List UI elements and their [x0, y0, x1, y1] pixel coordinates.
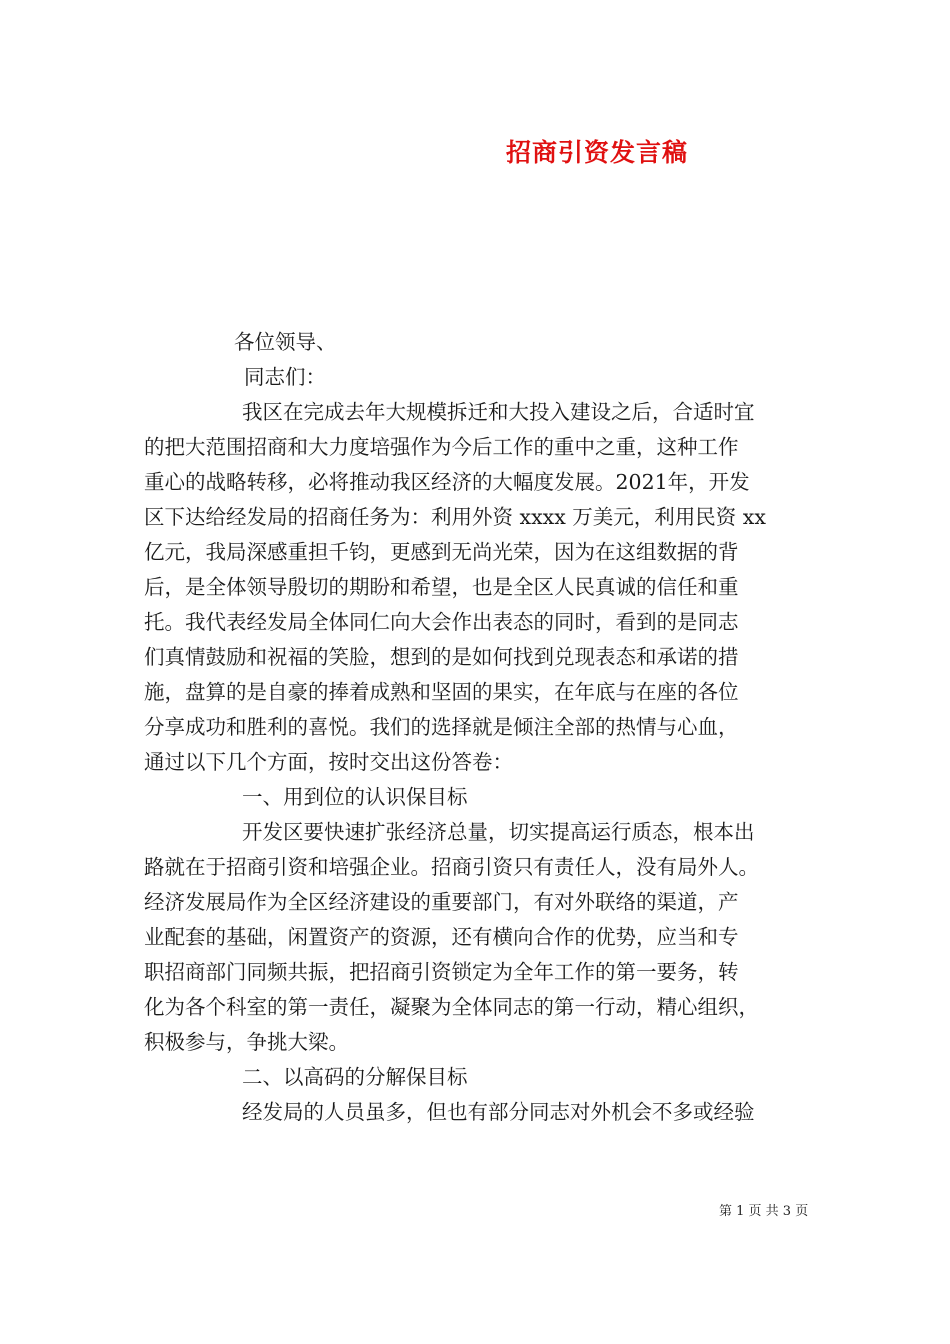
paragraph-line: 职招商部门同频共振，把招商引资锁定为全年工作的第一要务，转: [144, 960, 739, 984]
section-heading: 二、以高码的分解保目标: [242, 1065, 468, 1089]
paragraph-line: 我区在完成去年大规模拆迁和大投入建设之后，合适时宜: [242, 400, 755, 424]
paragraph-line: 施，盘算的是自豪的捧着成熟和坚固的果实，在年底与在座的各位: [144, 680, 739, 704]
salutation-line: 同志们：: [244, 365, 326, 389]
paragraph-line: 经济发展局作为全区经济建设的重要部门，有对外联络的渠道，产: [144, 890, 739, 914]
paragraph-line: 区下达给经发局的招商任务为：利用外资 xxxx 万美元，利用民资 xx: [144, 505, 766, 529]
paragraph-line: 化为各个科室的第一责任，凝聚为全体同志的第一行动，精心组织，: [144, 995, 759, 1019]
paragraph-line: 们真情鼓励和祝福的笑脸，想到的是如何找到兑现表态和承诺的措: [144, 645, 739, 669]
page-footer: 第 1 页 共 3 页: [719, 1204, 809, 1219]
salutation-line: 各位领导、: [234, 330, 337, 354]
paragraph-line: 开发区要快速扩张经济总量，切实提高运行质态，根本出: [242, 820, 755, 844]
paragraph-line: 的把大范围招商和大力度培强作为今后工作的重中之重，这种工作: [144, 435, 739, 459]
paragraph-line: 后，是全体领导殷切的期盼和希望，也是全区人民真诚的信任和重: [144, 575, 739, 599]
paragraph-line: 积极参与，争挑大梁。: [144, 1030, 349, 1054]
paragraph-line: 经发局的人员虽多，但也有部分同志对外机会不多或经验: [242, 1100, 755, 1124]
paragraph-line: 分享成功和胜利的喜悦。我们的选择就是倾注全部的热情与心血，: [144, 715, 739, 739]
paragraph-line: 路就在于招商引资和培强企业。招商引资只有责任人，没有局外人。: [144, 855, 759, 879]
paragraph-line: 亿元，我局深感重担千钧，更感到无尚光荣，因为在这组数据的背: [144, 540, 739, 564]
paragraph-line: 业配套的基础，闲置资产的资源，还有横向合作的优势，应当和专: [144, 925, 739, 949]
section-heading: 一、用到位的认识保目标: [242, 785, 468, 809]
paragraph-line: 重心的战略转移，必将推动我区经济的大幅度发展。2021年，开发: [144, 470, 750, 494]
paragraph-line: 托。我代表经发局全体同仁向大会作出表态的同时，看到的是同志: [144, 610, 739, 634]
document-title: 招商引资发言稿: [506, 138, 689, 167]
paragraph-line: 通过以下几个方面，按时交出这份答卷：: [144, 750, 513, 774]
document-body: [144, 325, 808, 1130]
